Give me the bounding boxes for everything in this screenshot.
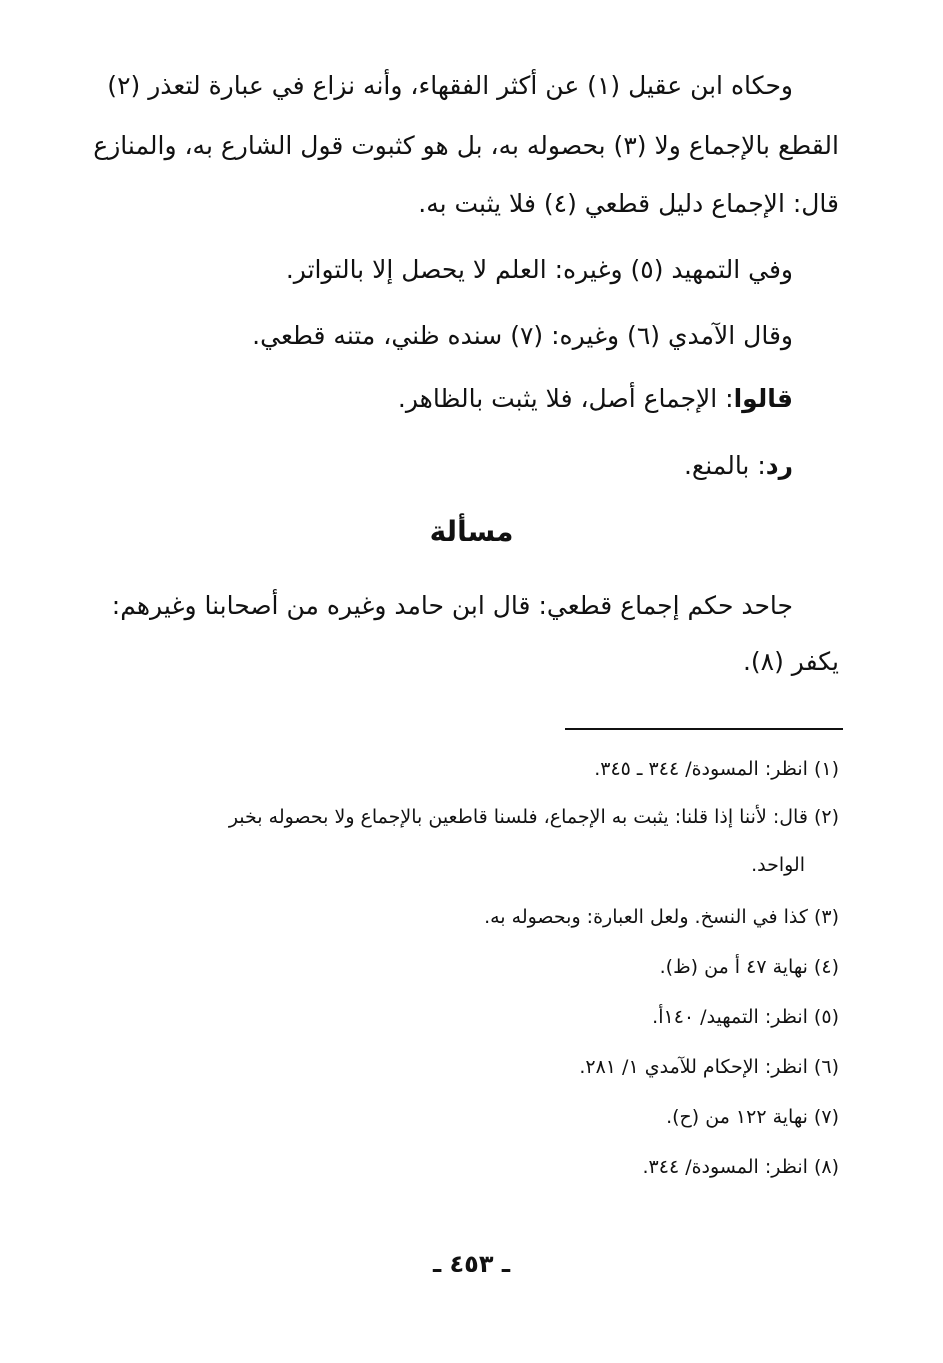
rad-paragraph (684, 448, 793, 484)
body-line-5: وقال الآمدي (٦) وغيره: (٧) سنده ظني، متنه قطعي. (252, 321, 793, 350)
footnote-4: (٤) نهاية ٤٧ أ من (ظ). (659, 956, 839, 978)
qalu-text: : الإجماع أصل، فلا يثبت بالظاهر. (397, 384, 734, 413)
rad-label: رد (765, 451, 793, 480)
footnote-2-continued: الواحد. (751, 854, 805, 876)
body-line-2: القطع بالإجماع ولا (٣) بحصوله به، بل هو كثبوت قول الشارع به، والمنازع (93, 131, 839, 160)
footnote-5: (٥) انظر: التمهيد/ ١٤٠أ. (652, 1006, 839, 1028)
footnote-1: (١) انظر: المسودة/ ٣٤٤ ـ ٣٤٥. (594, 758, 839, 780)
footnote-8: (٨) انظر: المسودة/ ٣٤٤. (642, 1156, 839, 1178)
body-line-4: وفي التمهيد (٥) وغيره: العلم لا يحصل إلا بالتواتر. (285, 255, 793, 284)
body-line-1: وحكاه ابن عقيل (١) عن أكثر الفقهاء، وأنه نزاع في عبارة لتعذر (٢) (107, 71, 793, 100)
footnote-6: (٦) انظر: الإحكام للآمدي ١/ ٢٨١. (579, 1056, 839, 1078)
qalu-paragraph (398, 381, 793, 417)
footnote-7: (٧) نهاية ١٢٢ من (ح). (666, 1106, 839, 1128)
section-line-2: يكفر (٨). (742, 647, 839, 676)
section-line-1: جاحد حكم إجماع قطعي: قال ابن حامد وغيره من أصحابنا وغيرهم: (111, 591, 793, 620)
footnote-separator (565, 728, 843, 730)
footnote-3: (٣) كذا في النسخ. ولعل العبارة: وبحصوله به. (484, 906, 839, 928)
footnote-2: (٢) قال: لأننا إذا قلنا: يثبت به الإجماع، فلسنا قاطعين بالإجماع ولا بحصوله بخبر (228, 806, 839, 828)
rad-text: : بالمنع. (683, 451, 766, 480)
qalu-label: قالوا (733, 384, 793, 413)
body-line-3: قال: الإجماع دليل قطعي (٤) فلا يثبت به. (418, 189, 839, 218)
section-heading: مسألة (429, 515, 514, 548)
page-number: ـ ٤٥٣ ـ (432, 1250, 511, 1278)
